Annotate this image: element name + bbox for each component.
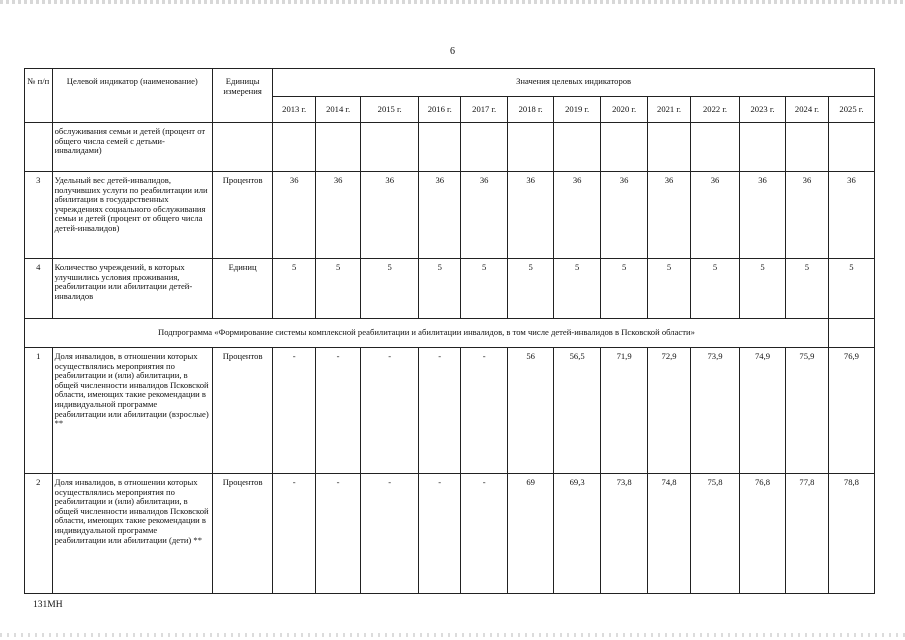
value-cell: 5 <box>508 259 554 319</box>
value-cell: 78,8 <box>828 474 874 594</box>
value-cell: 36 <box>316 172 361 259</box>
year-header: 2019 г. <box>554 97 601 123</box>
value-cell: 56,5 <box>554 348 601 474</box>
value-cell: 36 <box>601 172 648 259</box>
value-cell: 5 <box>554 259 601 319</box>
value-cell: 36 <box>361 172 419 259</box>
unit-cell: Процентов <box>212 348 272 474</box>
value-cell: 75,8 <box>691 474 740 594</box>
year-header: 2024 г. <box>786 97 829 123</box>
value-cell <box>508 123 554 172</box>
row-number: 2 <box>25 474 53 594</box>
indicator-name: Доля инвалидов, в отношении которых осуществлялись мероприятия по реабилитации и (или) абилитации, в общей численности инвалидов Псковской области, имеющих такие рекомендации в индивидуальной программе реабилитации или абилитации (дети) ** <box>52 474 212 594</box>
value-cell: 36 <box>461 172 508 259</box>
value-cell: 5 <box>273 259 316 319</box>
value-cell: 5 <box>316 259 361 319</box>
unit-cell: Процентов <box>212 474 272 594</box>
value-cell: 5 <box>461 259 508 319</box>
value-cell: 5 <box>601 259 648 319</box>
indicators-table <box>24 68 875 594</box>
value-cell: 36 <box>508 172 554 259</box>
year-header: 2022 г. <box>691 97 740 123</box>
value-cell: - <box>361 474 419 594</box>
year-header: 2017 г. <box>461 97 508 123</box>
year-header: 2014 г. <box>316 97 361 123</box>
value-cell: 36 <box>273 172 316 259</box>
year-header: 2021 г. <box>648 97 691 123</box>
value-cell: 74,9 <box>740 348 786 474</box>
value-cell <box>740 123 786 172</box>
year-header: 2015 г. <box>361 97 419 123</box>
table-row <box>25 172 875 259</box>
indicator-name: Количество учреждений, в которых улучшились условия проживания, реабилитации или абилитации детей-инвалидов <box>52 259 212 319</box>
value-cell: 56 <box>508 348 554 474</box>
value-cell: 5 <box>740 259 786 319</box>
unit-cell <box>212 123 272 172</box>
table-row <box>25 474 875 594</box>
value-cell: - <box>273 348 316 474</box>
value-cell: 5 <box>691 259 740 319</box>
value-cell: 71,9 <box>601 348 648 474</box>
value-cell: 36 <box>828 172 874 259</box>
indicator-name: Доля инвалидов, в отношении которых осуществлялись мероприятия по реабилитации и (или) абилитации, в общей численности инвалидов Псковской области, имеющих такие рекомендации в индивидуальной программе реабилитации или абилитации (взрослые) ** <box>52 348 212 474</box>
footer-code: 131МН <box>33 600 63 610</box>
value-cell: 36 <box>740 172 786 259</box>
scan-edge-bottom <box>0 633 905 637</box>
page-number: 6 <box>450 46 455 57</box>
value-cell <box>691 123 740 172</box>
value-cell: - <box>461 348 508 474</box>
subprogram-title: Подпрограмма «Формирование системы комплексной реабилитации и абилитации инвалидов, в том числе детей-инвалидов в Псковской области» <box>25 319 829 348</box>
value-cell <box>361 123 419 172</box>
value-cell: - <box>273 474 316 594</box>
header-row-1 <box>25 69 875 97</box>
header-no: № п/п <box>25 69 53 123</box>
value-cell <box>786 123 829 172</box>
value-cell: - <box>316 474 361 594</box>
value-cell: - <box>419 348 461 474</box>
year-header: 2013 г. <box>273 97 316 123</box>
year-header: 2016 г. <box>419 97 461 123</box>
year-header: 2020 г. <box>601 97 648 123</box>
value-cell: 72,9 <box>648 348 691 474</box>
value-cell: 75,9 <box>786 348 829 474</box>
value-cell: 69,3 <box>554 474 601 594</box>
indicator-name: обслуживания семьи и детей (процент от общего числа семей с детьми-инвалидами) <box>52 123 212 172</box>
indicator-name: Удельный вес детей-инвалидов, получивших услуги по реабилитации или абилитации в государственных учреждениях социального обслуживания семьи и детей (процент от общего числа детей-инвалидов) <box>52 172 212 259</box>
row-number <box>25 123 53 172</box>
subprogram-empty-cell <box>828 319 874 348</box>
value-cell: - <box>316 348 361 474</box>
row-number: 4 <box>25 259 53 319</box>
value-cell: 36 <box>786 172 829 259</box>
value-cell: 36 <box>419 172 461 259</box>
value-cell: 73,8 <box>601 474 648 594</box>
value-cell: 73,9 <box>691 348 740 474</box>
value-cell: 74,8 <box>648 474 691 594</box>
value-cell: 5 <box>419 259 461 319</box>
value-cell <box>419 123 461 172</box>
unit-cell: Процентов <box>212 172 272 259</box>
value-cell: 76,8 <box>740 474 786 594</box>
value-cell: 36 <box>648 172 691 259</box>
value-cell <box>554 123 601 172</box>
header-unit: Единицы измерения <box>212 69 272 123</box>
value-cell: 69 <box>508 474 554 594</box>
row-number: 3 <box>25 172 53 259</box>
row-number: 1 <box>25 348 53 474</box>
value-cell <box>273 123 316 172</box>
value-cell <box>648 123 691 172</box>
value-cell: 5 <box>828 259 874 319</box>
header-indicator: Целевой индикатор (наименование) <box>52 69 212 123</box>
value-cell <box>316 123 361 172</box>
value-cell: 36 <box>691 172 740 259</box>
value-cell: - <box>419 474 461 594</box>
table-row <box>25 259 875 319</box>
value-cell: 5 <box>361 259 419 319</box>
subprogram-row <box>25 319 875 348</box>
value-cell: - <box>361 348 419 474</box>
value-cell: 36 <box>554 172 601 259</box>
value-cell <box>461 123 508 172</box>
header-values-group: Значения целевых индикаторов <box>273 69 875 97</box>
year-header: 2023 г. <box>740 97 786 123</box>
value-cell: 76,9 <box>828 348 874 474</box>
table-row <box>25 348 875 474</box>
scan-edge-top <box>0 0 905 4</box>
value-cell: 5 <box>786 259 829 319</box>
year-header: 2018 г. <box>508 97 554 123</box>
year-header: 2025 г. <box>828 97 874 123</box>
unit-cell: Единиц <box>212 259 272 319</box>
table-row <box>25 123 875 172</box>
value-cell: 77,8 <box>786 474 829 594</box>
value-cell: - <box>461 474 508 594</box>
value-cell <box>601 123 648 172</box>
value-cell: 5 <box>648 259 691 319</box>
value-cell <box>828 123 874 172</box>
